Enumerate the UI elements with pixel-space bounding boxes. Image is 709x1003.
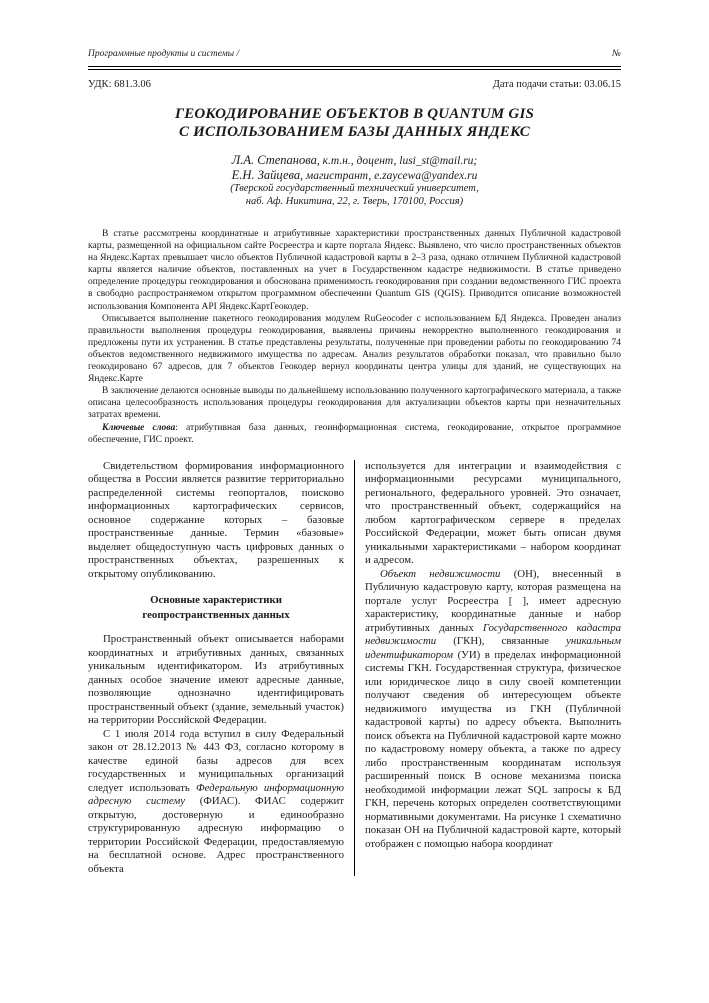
author-details-1: , к.т.н., доцент, lusi_st@mail.ru; [316,155,478,167]
article-title [88,105,621,141]
author-line-1 [88,154,621,169]
submission-date: Дата подачи статьи: 03.06.15 [492,79,621,90]
author-details-2: , магистрант, e.zaycewa@yandex.ru [300,169,478,182]
authors-block [88,154,621,208]
body-paragraph: Свидетельством формирования информационного общества в России является развитие территориально распределенной системы геопорталов, поисково информационных картографических сервисов, основное содержание которых – базовые пространственные данные. Термин «базовые» выделяет общедоступную часть цифровых данных о пространственных объектах, разрешенных к открытому опубликованию. [88,459,344,580]
left-column [88,460,344,877]
author-name-1: Л.А. Степанова [231,153,317,167]
author-name-2: Е.Н. Зайцева [231,167,301,182]
affiliation-line-2: наб. Аф. Никитина, 22, г. Тверь, 170100, Россия) [245,195,464,207]
keywords-label: Ключевые слова [102,422,176,433]
abstract-paragraph-3: В заключение делаются основные выводы по дальнейшему использованию полученного картографического материала, а также описана целесообразность использования процедуры геокодирования для актуализации объектов карты при незначительных затратах времени. [88,386,621,421]
header-double-rule [88,66,621,70]
body-paragraph: С 1 июля 2014 года вступил в силу Федеральный закон от 28.12.2013 № 443 ФЗ, согласно которому в качестве единой базы адресов для всех государственных и муниципальных организаций следует использовать Федеральную информационную адресную систему (ФИАС). ФИАС содержит открытую, достоверную и единообразно структурированную адресную информацию о территории Российской Федерации, предоставляемую на бесплатной основе. Адрес пространственного объекта [88,727,344,875]
section-heading [88,593,344,622]
section-heading-line1: Основные характеристики [150,594,282,607]
keywords-paragraph [88,422,621,446]
column-gap [344,460,354,877]
abstract-block [88,228,621,446]
article-title-line2: С ИСПОЛЬЗОВАНИЕМ БАЗЫ ДАННЫХ ЯНДЕКС [179,124,530,140]
keywords-text: : атрибутивная база данных, геоинформационная система, геокодирование, открытое программное обеспечение, ГИС проект. [88,422,622,445]
running-head [88,49,621,59]
journal-title: Программные продукты и системы / [88,49,240,59]
abstract-paragraph-1: В статье рассмотрены координатные и атрибутивные характеристики пространственных данных Публичной кадастровой карты, размещенной на официальном сайте Росреестра и карте портала Яндекс. Выявлено, что число пространственных объектов на Яндекс.Картах превышает число объектов Публичной кадастровой карты в 2–3 раза, однако отличием Публичной кадастровой карты является наличие объектов, поставленных на учет в Государственном кадастре недвижимости. В статье приведено определение процедуры геокодирования и обоснована применимость геокодирования при создании ведомственного ГИС проекта в свободно распространяемом открытом программном обеспечении Quantum GIS (QGIS). Приводится описание возможностей использования Компонента API Яндекс.КартГеокодер. [88,229,621,312]
body-paragraph: используется для интеграции и взаимодействия с информационными ресурсами муниципального, регионального, федерального уровней. Это означает, что пространственный объект, содержащийся на любом картографическом сервере в пределах Российской Федерации, может быть описан двумя уникальными характеристиками – набором координат и адресом. [365,459,621,567]
udk-code: УДК: 681.3.06 [88,79,151,90]
body-paragraph: Пространственный объект описывается наборами координатных и атрибутивных данных, связанных уникальным идентификатором. Из атрибутивных данных особое значение имеют адресные данные, позволяющие однозначно идентифицировать пространственный объект (здание, земельный участок) на территории Российской Федерации. [88,633,344,727]
body-paragraph: Объект недвижимости (ОН), внесенный в Публичную кадастровую карту, которая размещена на портале услуг Росреестра [ ], имеет адресную характеристику, координатные данные и набор атрибутивных данных Государственного кадастра недвижимости (ГКН), связанные уникальным идентификатором (УИ) в пределах информационной системы ГКН. Государственная структура, физическое или юридическое лицо в силу своей компетенции получают сведения об интересующем объекте недвижимого имущества из ГКН (Публичной кадастровой карты) по адресу объекта. Выполнить поиск объекта на Публичной кадастровой карте можно по кадастровому номеру объекта, а также по адресу либо пространственным координатам используя расширенный поиск В основе механизма поиска необходимой информации лежат SQL запросы к БД ГКН, перечень которых определен соответствующими нормативными документами. На рисунке 1 схематично показан ОН на Публичной кадастровой карте, который отображен с помощью набора координат [365,567,622,850]
affiliation-line-1: (Тверской государственный технический университет, [230,183,479,194]
author-line-2 [88,169,621,184]
issue-number: № [612,49,621,59]
abstract-paragraph-2: Описывается выполнение пакетного геокодирования модулем RuGeocoder с использованием БД Яндекса. Проведен анализ правильности выполнения процедуры геокодирования, выявлены причины некорректно выполненного геокодирования и предложены пути их устранения. В статье представлены результаты, полученные при проведении работы по геокодированию 74 объектов ведомственного недвижимого имущества по адресам. Анализ результатов обработки показал, что правильно было геокодировано 67 адресов, для 7 объектов Геокодер вернул координаты центра улицы для зданий, не существующих на Яндекс.Карте [88,313,621,385]
two-column-body [88,460,621,877]
column-gap [355,460,365,877]
right-column [365,460,621,877]
meta-row [88,79,621,90]
section-heading-line2: геопространственных данных [142,608,290,621]
article-title-line1: ГЕОКОДИРОВАНИЕ ОБЪЕКТОВ В QUANTUM GIS [174,106,535,122]
